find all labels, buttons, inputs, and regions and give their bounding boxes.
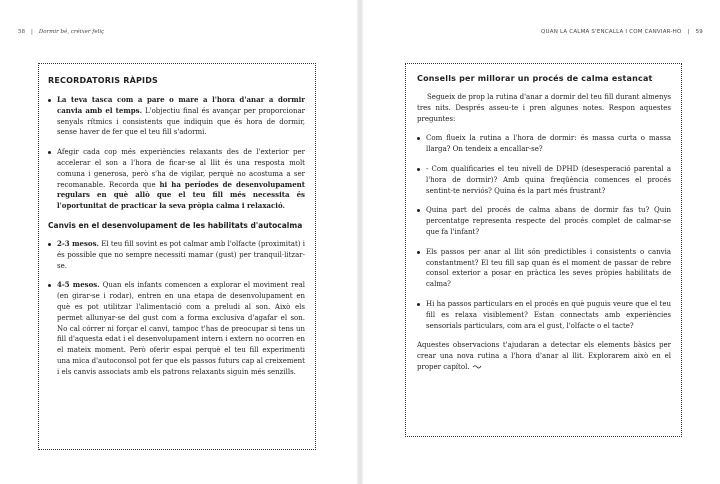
- list-item: - Com qualificaries el teu nivell de DPHD (desesperació parental a l'hora de dormir)? Amb quina freqüència comences el procés sentint-te nerviós? Quina és la part més frustrant?: [417, 164, 671, 196]
- list-item: Els passos per anar al llit són predictibles i consistents o canvia constantment? El teu fill sap quan és el moment de passar de rebre consol exterior a posar en pràctica les seves pròpies habilitats de calma?: [417, 247, 671, 290]
- item-bold: 2-3 mesos.: [57, 238, 99, 248]
- self-calming-subheading: Canvis en el desenvolupament de les habilitats d'autocalma: [48, 220, 303, 230]
- tips-heading: Consells per millorar un procés de calma estancat: [417, 74, 653, 83]
- list-item: Hi ha passos particulars en el procés en què puguis veure que el teu fill es relaxa visiblement? Estan connectats amb experiències sensorials particulars, com ara el gust, l'olfacte o el tacte?: [417, 299, 671, 331]
- tips-outro: [417, 340, 671, 372]
- right-page-number: 59: [695, 29, 703, 35]
- item-text: Quan els infants comencen a explorar el moviment real (en girar-se i rodar), entren en una etapa de desenvolupament en què es pot utilitzar l'alimentació com a preludi al son. Això els permet allunyar-se del gust com a forma exclusiva d'agafar el son. No cal córrer ni forçar el canvi, tampoc t'has de preocupar si tens un fill d'aquesta edat i el desenvolupament intern i extern no ocorren en el mateix moment. Però oferir espai perquè el teu fill experimenti una mica d'autoconsol pot fer que els passos futurs cap al creixement i els canvis associats amb els patrons relaxants siguin més senzills.: [57, 281, 305, 376]
- item-text: Afegir cada cop més experiències relaxants des de l'exterior per accelerar el son a l'hora de ficar-se al llit és una resposta molt comuna i generosa, però s'ha de vigilar, perquè no acostuma a ser recomanable. Recorda que: [57, 148, 305, 189]
- list-item: [48, 280, 305, 377]
- tips-box: [405, 63, 682, 437]
- book-gutter: [357, 0, 363, 484]
- list-item: Com flueix la rutina a l'hora de dormir: és massa curta o massa llarga? On tendeix a encallar-se?: [417, 133, 671, 155]
- right-running-head: QUAN LA CALMA S'ENCALLA I COM CANVIAR-HO | 59: [541, 29, 703, 35]
- item-text: El teu fill sovint es pot calmar amb l'olfacte (proximitat) i és possible que no sempre necessiti mamar (gust) per tranquil·litzar-se.: [57, 239, 305, 270]
- tips-intro: Segueix de prop la rutina d'anar a dormir del teu fill durant almenys tres nits. Després asseu-te i pren algunes notes. Respon aquestes preguntes:: [417, 93, 671, 123]
- item-bold: La teva tasca com a pare o mare a l'hora d'anar a dormir canvia amb el temps.: [57, 95, 305, 115]
- development-list: [48, 239, 305, 378]
- quick-reminders-box: [38, 63, 316, 450]
- quick-reminders-heading: RECORDATORIS RÀPIDS: [48, 76, 159, 85]
- questions-list: [417, 133, 671, 331]
- left-running-head: 58 | Dormir bé, créixer feliç: [18, 29, 105, 35]
- end-ornament-icon: [472, 364, 482, 369]
- reminders-list: [48, 95, 305, 212]
- left-page-number: 58: [18, 29, 25, 35]
- right-running-title: QUAN LA CALMA S'ENCALLA I COM CANVIAR-HO: [541, 29, 682, 35]
- list-item: [48, 147, 305, 212]
- list-item: Quina part del procés de calma abans de dormir fas tu? Quin percentatge representa respecte del procés complet de calmar-se que fa l'infant?: [417, 205, 671, 237]
- item-bold: hi ha períodes de desenvolupament regulars en què allò que el teu fill més necessita és l'oportunitat de practicar la seva pròpia calma i relaxació.: [57, 179, 305, 211]
- item-text: L'objectiu final és avançar per proporcionar senyals rítmics i consistents que indiquin que és hora de dormir, sense haver de fer que el teu fill s'adormi.: [57, 106, 305, 137]
- list-item: [48, 239, 305, 271]
- list-item: [48, 95, 305, 138]
- outro-text: Aquestes observacions t'ajudaran a detectar els elements bàsics per crear una nova rutina a l'hora d'anar al llit. Explorarem això en el proper capítol.: [417, 341, 671, 371]
- left-running-title: Dormir bé, créixer feliç: [38, 29, 105, 35]
- item-bold: 4-5 mesos.: [57, 280, 100, 290]
